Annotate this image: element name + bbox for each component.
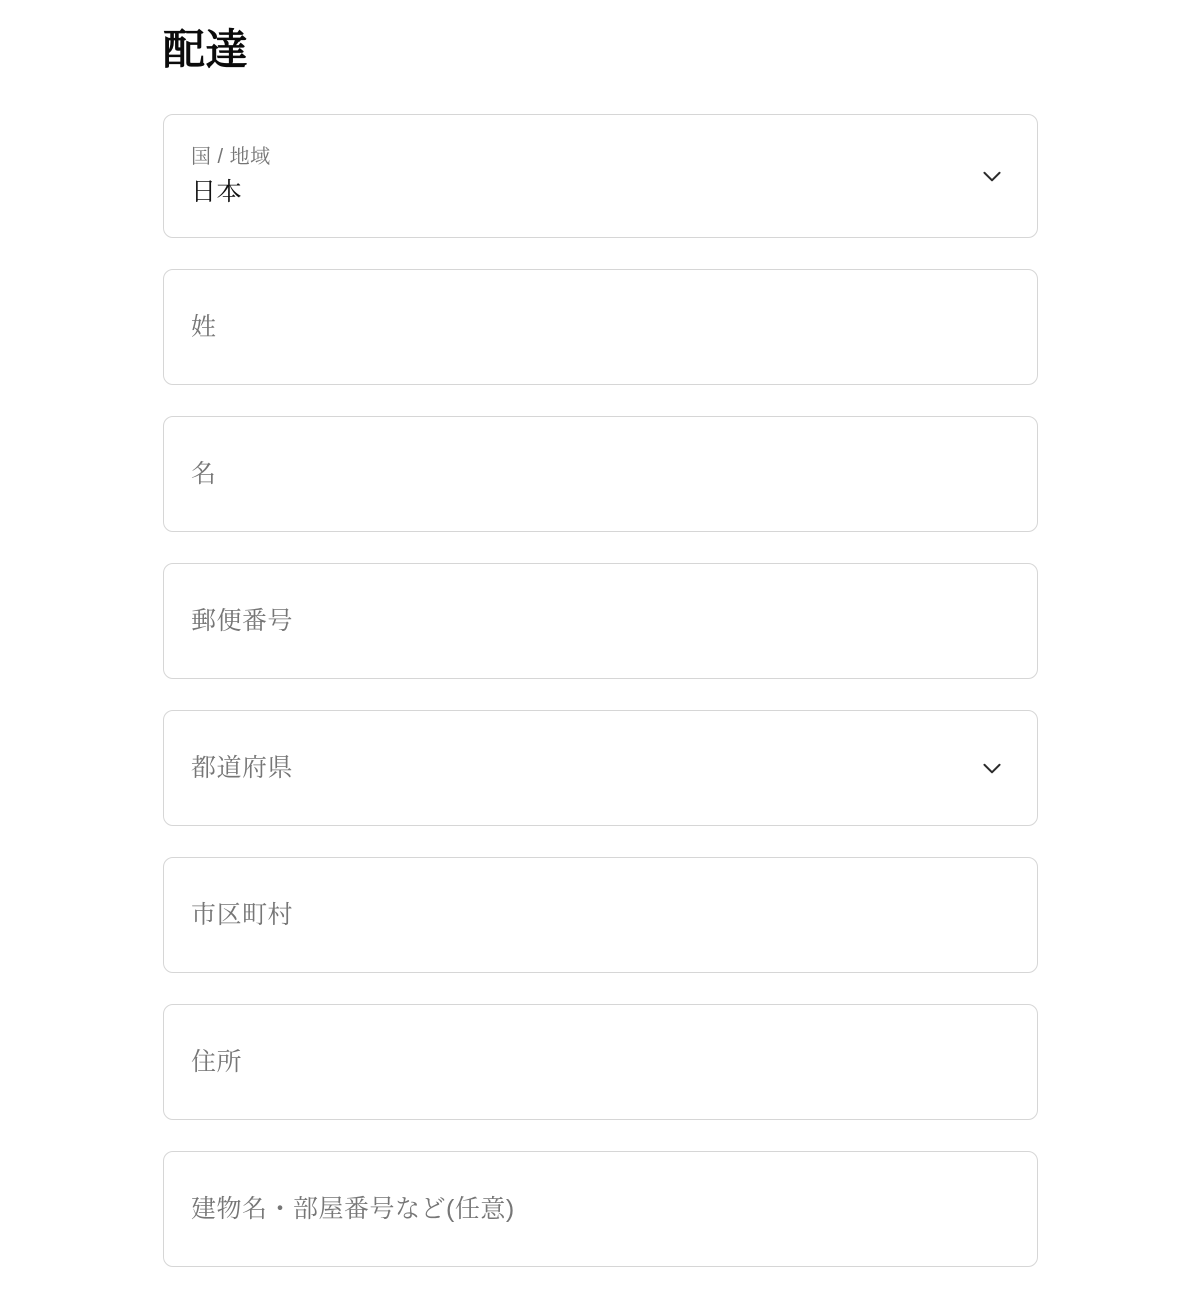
postal-code-content: [191, 564, 981, 678]
prefecture-content: [191, 711, 981, 825]
last-name-placeholder: 姓: [191, 313, 217, 341]
building-content: [191, 1152, 981, 1266]
first-name-content: [191, 417, 981, 531]
first-name-field[interactable]: [163, 416, 1038, 532]
address-content: [191, 1005, 981, 1119]
country-region-select[interactable]: [163, 114, 1038, 238]
building-placeholder: 建物名・部屋番号など(任意): [191, 1195, 515, 1223]
city-content: [191, 858, 981, 972]
country-region-value: 日本: [191, 178, 243, 206]
building-field[interactable]: [163, 1151, 1038, 1267]
chevron-down-icon[interactable]: [977, 161, 1007, 191]
prefecture-select[interactable]: [163, 710, 1038, 826]
first-name-placeholder: 名: [191, 460, 217, 488]
country-region-content: [191, 115, 981, 237]
prefecture-placeholder: 都道府県: [191, 754, 294, 782]
country-region-label: 国 / 地域: [191, 146, 271, 168]
city-field[interactable]: [163, 857, 1038, 973]
postal-code-placeholder: 郵便番号: [191, 607, 294, 635]
address-placeholder: 住所: [191, 1048, 243, 1076]
address-field[interactable]: [163, 1004, 1038, 1120]
last-name-content: [191, 270, 981, 384]
postal-code-field[interactable]: [163, 563, 1038, 679]
chevron-down-icon[interactable]: [977, 753, 1007, 783]
delivery-address-form: [163, 114, 1038, 1298]
city-placeholder: 市区町村: [191, 901, 294, 929]
page-title: 配達: [163, 26, 249, 73]
last-name-field[interactable]: [163, 269, 1038, 385]
